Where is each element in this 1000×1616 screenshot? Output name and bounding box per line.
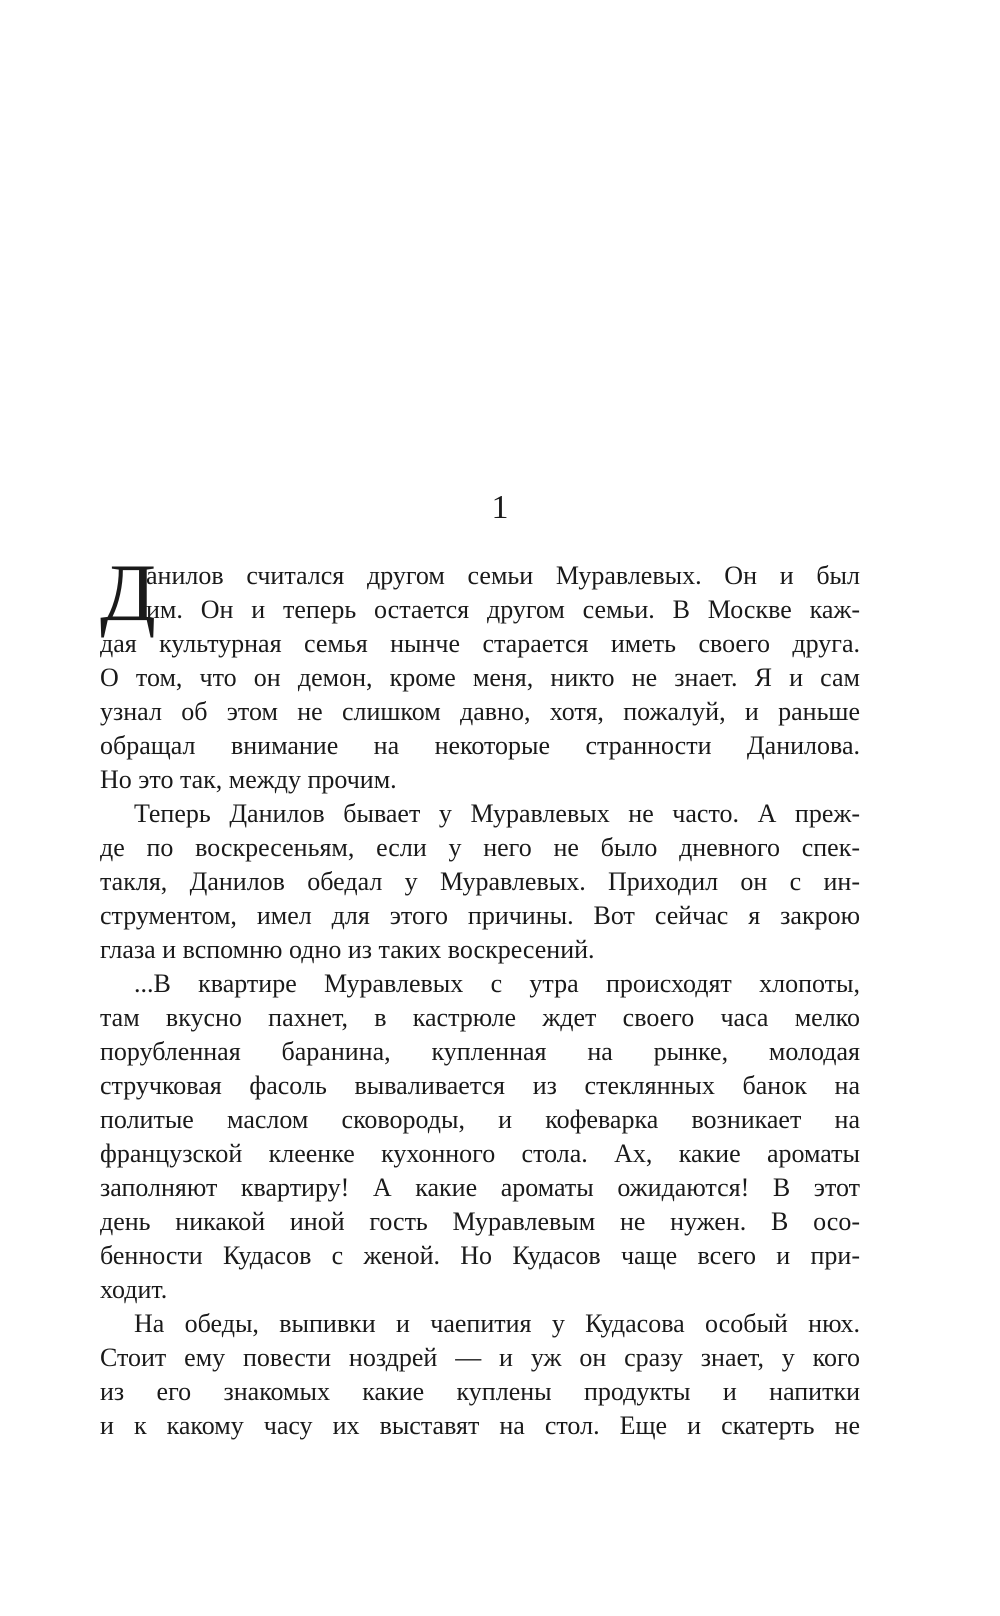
chapter-number: 1	[491, 489, 509, 526]
text-line: Теперь Данилов бывает у Муравлевых не часто. А преж-	[134, 799, 860, 828]
text-line: из его знакомых какие куплены продукты и напитки	[100, 1377, 860, 1406]
text-line: заполняют квартиру! А какие ароматы ожидаются! В этот	[100, 1173, 860, 1202]
text-line: глаза и вспомню одно из таких воскресений.	[100, 935, 595, 964]
text-line: дая культурная семья нынче старается иметь своего друга.	[100, 629, 860, 658]
drop-cap: Д	[100, 547, 156, 638]
text-line: день никакой иной гость Муравлевым не нужен. В осо-	[100, 1207, 860, 1236]
text-line: узнал об этом не слишком давно, хотя, пожалуй, и раньше	[100, 697, 860, 726]
text-line: На обеды, выпивки и чаепития у Кудасова особый нюх.	[134, 1309, 860, 1338]
text-line: порубленная баранина, купленная на рынке, молодая	[100, 1037, 860, 1066]
paragraph	[100, 547, 860, 797]
text-line: ходит.	[100, 1275, 168, 1304]
text-line: Стоит ему повести ноздрей — и уж он сразу знает, у кого	[100, 1343, 860, 1372]
text-line: Но это так, между прочим.	[100, 765, 397, 794]
text-line: им. Он и теперь остается другом семьи. В Москве каж-	[146, 595, 860, 624]
text-line: О том, что он демон, кроме меня, никто не знает. Я и сам	[100, 663, 860, 692]
paragraph	[100, 967, 860, 1307]
paragraph	[100, 1307, 860, 1443]
text-line: стручковая фасоль вываливается из стеклянных банок на	[100, 1071, 860, 1100]
text-line: анилов считался другом семьи Муравлевых. Он и был	[146, 561, 860, 590]
text-line: и к какому часу их выставят на стол. Еще и скатерть не	[100, 1411, 860, 1440]
text-line: ...В квартире Муравлевых с утра происходят хлопоты,	[134, 969, 860, 998]
text-line: бенности Кудасов с женой. Но Кудасов чаще всего и при-	[100, 1241, 860, 1270]
text-line: струментом, имел для этого причины. Вот сейчас я закрою	[100, 901, 860, 930]
body-text	[100, 547, 860, 1443]
text-line: де по воскресеньям, если у него не было дневного спек-	[100, 833, 860, 862]
text-line: французской клеенке кухонного стола. Ах, какие ароматы	[100, 1139, 860, 1168]
text-line: политые маслом сковороды, и кофеварка возникает на	[100, 1105, 860, 1134]
text-line: обращал внимание на некоторые странности Данилова.	[100, 731, 860, 760]
text-line: там вкусно пахнет, в кастрюле ждет своего часа мелко	[100, 1003, 860, 1032]
paragraph	[100, 797, 860, 967]
text-line: такля, Данилов обедал у Муравлевых. Приходил он с ин-	[100, 867, 860, 896]
